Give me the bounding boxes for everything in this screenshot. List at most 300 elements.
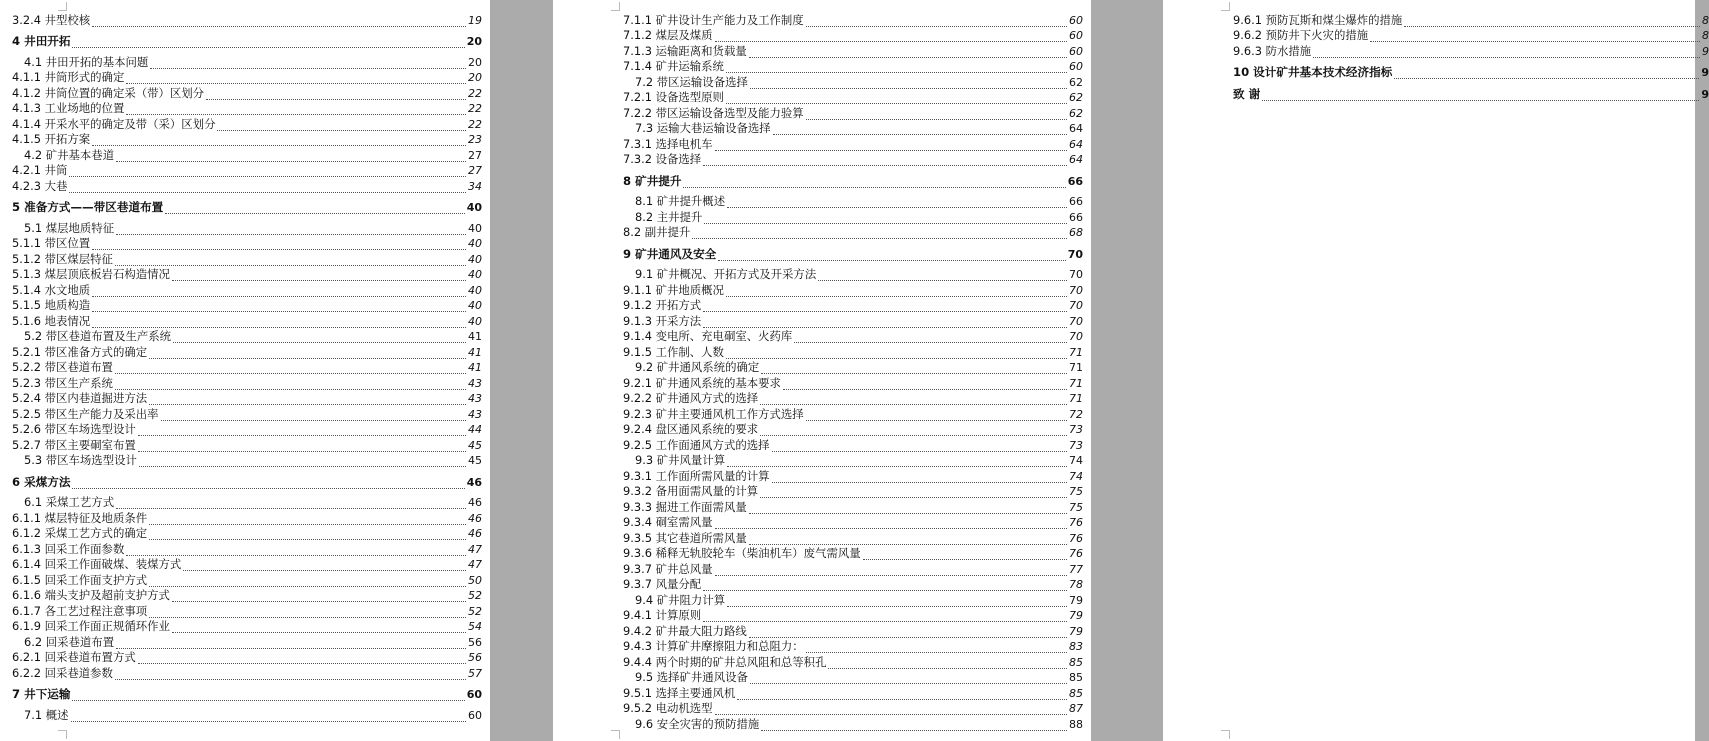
toc-chapter-entry[interactable] [1233, 85, 1709, 101]
toc-entry-title: 6.1.5 回采工作面支护方式 [12, 572, 148, 587]
toc-page-number: 60 [1069, 60, 1083, 73]
dot-leader [773, 125, 1067, 135]
toc-entry[interactable] [623, 700, 1083, 716]
toc-entry[interactable] [623, 421, 1083, 437]
toc-entry[interactable] [623, 343, 1083, 359]
dot-leader [806, 411, 1067, 421]
dot-leader [794, 333, 1067, 343]
toc-entry[interactable] [12, 556, 482, 572]
toc-entry-title: 5.2.6 带区车场选型设计 [12, 422, 136, 436]
toc-entry-title: 5.2.3 带区生产系统 [12, 375, 113, 390]
toc-entry[interactable] [12, 250, 482, 266]
dot-leader [806, 643, 1067, 653]
dot-leader [161, 411, 466, 421]
toc-entry[interactable] [623, 151, 1083, 167]
toc-chapter-entry[interactable] [623, 172, 1083, 188]
toc-page-number: 78 [1069, 578, 1083, 591]
toc-page-number: 70 [1069, 283, 1083, 297]
toc-entry[interactable] [12, 571, 482, 587]
toc-entry-title: 9.4 矿井阻力计算 [635, 592, 726, 607]
toc-entry-title: 5.1.1 带区位置 [12, 236, 91, 250]
toc-page-number: 70 [1069, 330, 1083, 343]
dot-leader [92, 302, 466, 312]
toc-entry-title: 6.1.6 端头支护及超前支护方式 [12, 588, 170, 602]
dot-leader [115, 670, 466, 680]
toc-page-number: 71 [1069, 361, 1083, 374]
toc-entry[interactable] [12, 706, 482, 722]
dot-leader [1313, 48, 1700, 58]
toc-entry-title: 4.2.1 井筒 [12, 163, 68, 177]
toc-entry-title: 5.2.7 带区主要硐室布置 [12, 437, 136, 452]
toc-entry-title: 6.1.4 回采工作面破煤、装煤方式 [12, 557, 182, 571]
toc-entry[interactable] [623, 669, 1083, 685]
toc-page-number: 19 [468, 13, 482, 27]
toc-entry[interactable] [623, 715, 1083, 731]
toc-entry[interactable] [623, 281, 1083, 297]
toc-entry[interactable] [623, 591, 1083, 607]
toc-page-number: 77 [1069, 562, 1083, 576]
toc-entry[interactable] [12, 649, 482, 665]
toc-entry-title: 9.6.1 预防瓦斯和煤尘爆炸的措施 [1233, 12, 1403, 27]
toc-entry-title: 7.2.1 设备选型原则 [623, 90, 724, 104]
toc-entry-title: 9 矿井通风及安全 [623, 246, 717, 261]
toc-entry-title: 5.1.4 水文地质 [12, 282, 91, 297]
dot-leader [126, 546, 466, 556]
dot-leader [115, 256, 466, 266]
toc-entry[interactable] [12, 359, 482, 375]
toc-page-number: 50 [468, 573, 482, 587]
toc-entry-title: 6.1.9 回采工作面正规循环作业 [12, 619, 170, 633]
dot-leader [116, 639, 466, 649]
toc-entry-title: 9.6.2 预防井下火灾的措施 [1233, 28, 1369, 42]
toc-entry-title: 6.2.1 回采巷道布置方式 [12, 650, 136, 664]
page-corner-mark [611, 730, 620, 739]
dot-leader [139, 457, 466, 467]
toc-entry[interactable] [623, 653, 1083, 669]
toc-page-number: 68 [1069, 226, 1083, 239]
dot-leader [71, 712, 466, 722]
dot-leader [149, 395, 466, 405]
toc-entry-title: 8.2 副井提升 [623, 225, 691, 239]
toc-entry-title: 4.1.3 工业场地的位置 [12, 101, 125, 115]
toc-entry[interactable] [623, 359, 1083, 375]
toc-entry-title: 6.1.3 回采工作面参数 [12, 541, 125, 556]
dot-leader [715, 32, 1067, 42]
toc-chapter-entry[interactable] [12, 686, 482, 702]
toc-page-number: 43 [468, 407, 482, 421]
toc-entry-title: 致 谢 [1233, 86, 1261, 101]
dot-leader [92, 240, 466, 250]
toc-entry[interactable] [12, 177, 482, 193]
toc-entry[interactable] [623, 73, 1083, 89]
dot-leader [149, 608, 466, 618]
toc-page-number: 46 [468, 527, 482, 540]
toc-entry[interactable] [12, 146, 482, 162]
toc-entry-title: 9.5 选择矿井通风设备 [635, 670, 748, 684]
dot-leader [750, 79, 1067, 89]
toc-entry[interactable] [12, 374, 482, 390]
toc-page-number: 71 [1069, 376, 1083, 390]
toc-entry-title: 5.2.1 带区准备方式的确定 [12, 344, 148, 359]
toc-entry[interactable] [623, 684, 1083, 700]
toc-entry-title: 9.3.6 稀释无轨胶轮车（柴油机车）废气需风量 [623, 546, 861, 560]
toc-page-number: 20 [466, 35, 482, 48]
toc-chapter-entry[interactable] [623, 245, 1083, 261]
dot-leader [72, 38, 464, 48]
toc-entry[interactable] [12, 328, 482, 344]
toc-entry[interactable] [12, 69, 482, 85]
dot-leader [750, 674, 1067, 684]
toc-page-number: 70 [1067, 247, 1083, 261]
toc-chapter-entry[interactable] [12, 473, 482, 489]
dot-leader [149, 349, 466, 359]
toc-list [1233, 11, 1709, 106]
toc-page-number: 40 [468, 268, 482, 281]
toc-entry[interactable] [623, 224, 1083, 240]
toc-page-number: 46 [468, 511, 482, 525]
toc-entry-title: 9.2 矿井通风系统的确定 [635, 360, 760, 374]
toc-page-number: 41 [468, 361, 482, 374]
toc-entry-title: 9.4.2 矿井最大阻力路线 [623, 623, 747, 638]
dot-leader [703, 612, 1067, 622]
dot-leader [92, 287, 466, 297]
toc-entry-title: 9.1.2 开拓方式 [623, 298, 702, 312]
dot-leader [749, 535, 1067, 545]
toc-entry[interactable] [12, 11, 482, 27]
toc-page-number: 64 [1069, 137, 1083, 151]
toc-entry-title: 8.1 矿井提升概述 [635, 194, 726, 208]
dot-leader [726, 287, 1067, 297]
toc-entry-title: 7.1 概述 [24, 707, 69, 722]
toc-entry-title: 9.1.5 工作制、人数 [623, 344, 724, 359]
toc-entry-title: 7.1.1 矿井设计生产能力及工作制度 [623, 12, 804, 27]
toc-page-number: 22 [468, 117, 482, 131]
toc-page-number: 22 [468, 102, 482, 115]
toc-entry[interactable] [12, 219, 482, 235]
toc-entry[interactable] [1233, 27, 1709, 43]
toc-entry[interactable] [623, 208, 1083, 224]
dot-leader [726, 63, 1067, 73]
toc-entry-title: 9.4.3 计算矿井摩擦阻力和总阻力： [623, 639, 804, 653]
page-corner-mark [1221, 730, 1230, 739]
toc-entry[interactable] [12, 235, 482, 251]
toc-page-number: 47 [468, 542, 482, 556]
toc-page-number: 74 [1069, 454, 1083, 467]
toc-page-number: 70 [1069, 268, 1083, 281]
page-corner-mark [58, 2, 67, 11]
dot-leader [703, 302, 1067, 312]
toc-entry[interactable] [12, 281, 482, 297]
toc-page-number: 41 [468, 345, 482, 359]
toc-entry-title: 4 井田开拓 [12, 34, 71, 48]
toc-page-number: 45 [468, 454, 482, 467]
toc-page-number: 85 [1069, 686, 1083, 700]
dot-leader [172, 623, 466, 633]
toc-entry-title: 9.3.2 备用面需风量的计算 [623, 484, 759, 498]
toc-entry-title: 4.1.1 井筒形式的确定 [12, 70, 125, 84]
toc-page-number: 85 [1069, 671, 1083, 684]
toc-entry-title: 6.1.1 煤层特征及地质条件 [12, 510, 148, 525]
dot-leader [727, 457, 1067, 467]
toc-entry[interactable] [623, 607, 1083, 623]
toc-page-number: 56 [468, 635, 482, 649]
toc-page-number: 23 [468, 133, 482, 146]
dot-leader [1262, 91, 1699, 101]
dot-leader [761, 721, 1067, 731]
toc-page-number: 8 [1702, 29, 1709, 42]
toc-entry-title: 9.2.5 工作面通风方式的选择 [623, 437, 770, 452]
toc-page-number: 40 [468, 221, 482, 235]
toc-entry[interactable] [12, 390, 482, 406]
dot-leader [806, 17, 1067, 27]
toc-entry-title: 5.2 带区巷道布置及生产系统 [24, 329, 172, 343]
toc-entry[interactable] [623, 452, 1083, 468]
toc-entry-title: 9.3.3 掘进工作面需风量 [623, 499, 747, 514]
toc-page-number: 54 [468, 620, 482, 633]
toc-page-number: 9 [1701, 66, 1709, 79]
toc-page-number: 74 [1069, 469, 1083, 483]
toc-entry-title: 6.1.7 各工艺过程注意事项 [12, 603, 148, 618]
dot-leader [726, 349, 1067, 359]
toc-page-number: 76 [1069, 516, 1083, 529]
toc-page-number: 60 [1069, 13, 1083, 27]
dot-leader [149, 530, 466, 540]
dot-leader [206, 90, 466, 100]
toc-list [12, 11, 482, 722]
toc-list [623, 11, 1083, 731]
toc-entry[interactable] [623, 498, 1083, 514]
dot-leader [92, 17, 466, 27]
toc-entry-title: 5.1 煤层地质特征 [24, 220, 115, 235]
dot-leader [92, 318, 466, 328]
toc-entry[interactable] [623, 622, 1083, 638]
toc-entry[interactable] [623, 297, 1083, 313]
toc-entry[interactable] [623, 467, 1083, 483]
toc-entry[interactable] [623, 193, 1083, 209]
toc-entry[interactable] [623, 560, 1083, 576]
dot-leader [828, 659, 1067, 669]
dot-leader [715, 141, 1067, 151]
toc-entry-title: 9.1 矿井概况、开拓方式及开采方法 [635, 267, 817, 281]
toc-entry[interactable] [623, 58, 1083, 74]
toc-page-number: 64 [1069, 122, 1083, 135]
toc-entry[interactable] [12, 343, 482, 359]
dot-leader [1404, 17, 1700, 27]
document-page-2 [553, 0, 1091, 741]
toc-page-number: 88 [1069, 717, 1083, 731]
toc-page-number: 34 [468, 179, 482, 193]
toc-entry-title: 9.3.7 风量分配 [623, 577, 702, 591]
toc-entry[interactable] [12, 509, 482, 525]
toc-entry-title: 9.3.5 其它巷道所需风量 [623, 530, 747, 545]
dot-leader [715, 566, 1067, 576]
toc-entry[interactable] [623, 529, 1083, 545]
toc-page-number: 40 [468, 283, 482, 297]
toc-page-number: 40 [466, 201, 482, 214]
toc-entry[interactable] [12, 525, 482, 541]
toc-entry-title: 9.6 安全灾害的预防措施 [635, 716, 760, 731]
dot-leader [150, 59, 466, 69]
dot-leader [749, 504, 1067, 514]
dot-leader [92, 136, 466, 146]
dot-leader [760, 426, 1067, 436]
toc-entry[interactable] [623, 312, 1083, 328]
toc-entry[interactable] [12, 405, 482, 421]
dot-leader [217, 121, 466, 131]
toc-entry-title: 5.1.6 地表情况 [12, 313, 91, 328]
toc-entry-title: 10 设计矿井基本技术经济指标 [1233, 65, 1393, 79]
toc-entry-title: 9.3.7 矿井总风量 [623, 561, 713, 576]
toc-entry-title: 6.1 采煤工艺方式 [24, 495, 115, 509]
toc-page-number: 75 [1069, 485, 1083, 498]
toc-entry[interactable] [623, 42, 1083, 58]
toc-page-number: 20 [468, 71, 482, 84]
toc-page-number: 40 [468, 314, 482, 328]
dot-leader [726, 94, 1067, 104]
dot-leader [69, 183, 466, 193]
page-corner-mark [1221, 2, 1230, 11]
toc-entry[interactable] [12, 131, 482, 147]
page-corner-mark [611, 2, 620, 11]
toc-entry-title: 5.1.2 带区煤层特征 [12, 251, 113, 266]
toc-entry-title: 9.2.4 盘区通风系统的要求 [623, 422, 759, 436]
toc-page-number: 40 [468, 252, 482, 266]
toc-entry[interactable] [623, 104, 1083, 120]
dot-leader [749, 628, 1067, 638]
toc-page-number: 79 [1069, 593, 1083, 607]
toc-entry[interactable] [12, 602, 482, 618]
toc-entry-title: 9.1.3 开采方法 [623, 313, 702, 328]
toc-entry-title: 8 矿井提升 [623, 173, 682, 188]
toc-page-number: 62 [1069, 75, 1083, 89]
toc-page-number: 9 [1702, 44, 1709, 58]
toc-entry-title: 7.3.2 设备选择 [623, 152, 702, 166]
toc-entry[interactable] [1233, 11, 1709, 27]
toc-entry[interactable] [12, 618, 482, 634]
toc-page-number: 40 [468, 237, 482, 250]
toc-entry[interactable] [623, 545, 1083, 561]
toc-page-number: 66 [1067, 174, 1083, 188]
toc-entry-title: 7.3.1 选择电机车 [623, 136, 713, 151]
dot-leader [69, 167, 466, 177]
toc-chapter-entry[interactable] [12, 33, 482, 49]
toc-page-number: 56 [468, 651, 482, 664]
toc-entry[interactable] [12, 312, 482, 328]
dot-leader [72, 691, 464, 701]
toc-entry[interactable] [623, 120, 1083, 136]
toc-entry-title: 4.1 井田开拓的基本问题 [24, 54, 149, 69]
toc-entry[interactable] [12, 421, 482, 437]
toc-page-number: 20 [468, 55, 482, 69]
toc-entry-title: 5.3 带区车场选型设计 [24, 453, 137, 467]
dot-leader [126, 74, 466, 84]
toc-page-number: 52 [468, 604, 482, 618]
toc-entry-title: 9.2.2 矿井通风方式的选择 [623, 391, 759, 405]
toc-entry[interactable] [623, 11, 1083, 27]
toc-entry-title: 4.1.2 井筒位置的确定采（带）区划分 [12, 85, 205, 100]
toc-chapter-entry[interactable] [1233, 64, 1709, 80]
toc-entry[interactable] [623, 27, 1083, 43]
toc-entry-title: 6.1.2 采煤工艺方式的确定 [12, 526, 148, 540]
toc-entry[interactable] [12, 297, 482, 313]
toc-chapter-entry[interactable] [12, 199, 482, 215]
toc-entry[interactable] [623, 405, 1083, 421]
toc-entry[interactable] [12, 540, 482, 556]
toc-page-number: 60 [468, 708, 482, 722]
toc-page-number: 85 [1069, 655, 1083, 669]
dot-leader [703, 581, 1067, 591]
toc-entry-title: 6 采煤方法 [12, 474, 71, 489]
dot-leader [715, 519, 1067, 529]
toc-entry-title: 9.5.1 选择主要通风机 [623, 685, 736, 700]
toc-entry[interactable] [623, 576, 1083, 592]
toc-entry-title: 7.1.3 运输距离和货载量 [623, 43, 747, 58]
toc-entry[interactable] [623, 638, 1083, 654]
toc-entry[interactable] [623, 266, 1083, 282]
document-page-3 [1163, 0, 1709, 741]
toc-entry[interactable] [12, 266, 482, 282]
toc-entry[interactable] [623, 328, 1083, 344]
dot-leader [115, 380, 466, 390]
toc-page-number: 40 [468, 299, 482, 312]
dot-leader [704, 214, 1067, 224]
toc-entry[interactable] [12, 587, 482, 603]
toc-entry[interactable] [1233, 42, 1709, 58]
dot-leader [718, 251, 1065, 261]
toc-page-number: 73 [1069, 423, 1083, 436]
toc-entry[interactable] [623, 483, 1083, 499]
dot-leader [116, 225, 466, 235]
toc-entry[interactable] [12, 436, 482, 452]
toc-entry-title: 6.2 回采巷道布置 [24, 634, 115, 649]
dot-leader [715, 705, 1067, 715]
dot-leader [1394, 69, 1699, 79]
dot-leader [173, 333, 466, 343]
dot-leader [760, 395, 1067, 405]
toc-page-number: 71 [1069, 392, 1083, 405]
toc-entry[interactable] [623, 89, 1083, 105]
toc-entry-title: 4.2.3 大巷 [12, 178, 68, 193]
toc-entry[interactable] [623, 374, 1083, 390]
toc-entry[interactable] [12, 633, 482, 649]
toc-page-number: 73 [1069, 438, 1083, 452]
toc-entry[interactable] [12, 115, 482, 131]
toc-entry[interactable] [623, 436, 1083, 452]
toc-entry[interactable] [623, 514, 1083, 530]
dot-leader [703, 318, 1067, 328]
toc-entry[interactable] [623, 390, 1083, 406]
toc-page-number: 46 [468, 496, 482, 509]
toc-entry[interactable] [623, 135, 1083, 151]
toc-entry[interactable] [12, 162, 482, 178]
toc-entry[interactable] [12, 53, 482, 69]
dot-leader [703, 156, 1067, 166]
toc-entry[interactable] [12, 494, 482, 510]
toc-entry[interactable] [12, 664, 482, 680]
toc-entry-title: 4.1.4 开采水平的确定及带（采）区划分 [12, 116, 216, 131]
dot-leader [692, 229, 1067, 239]
toc-entry-title: 7.3 运输大巷运输设备选择 [635, 121, 771, 135]
toc-page-number: 22 [468, 86, 482, 100]
dot-leader [165, 204, 464, 214]
toc-page-number: 27 [468, 148, 482, 162]
dot-leader [760, 488, 1067, 498]
toc-entry[interactable] [12, 452, 482, 468]
toc-page-number: 41 [468, 330, 482, 343]
toc-entry[interactable] [12, 84, 482, 100]
toc-page-number: 57 [468, 666, 482, 680]
toc-entry[interactable] [12, 100, 482, 116]
